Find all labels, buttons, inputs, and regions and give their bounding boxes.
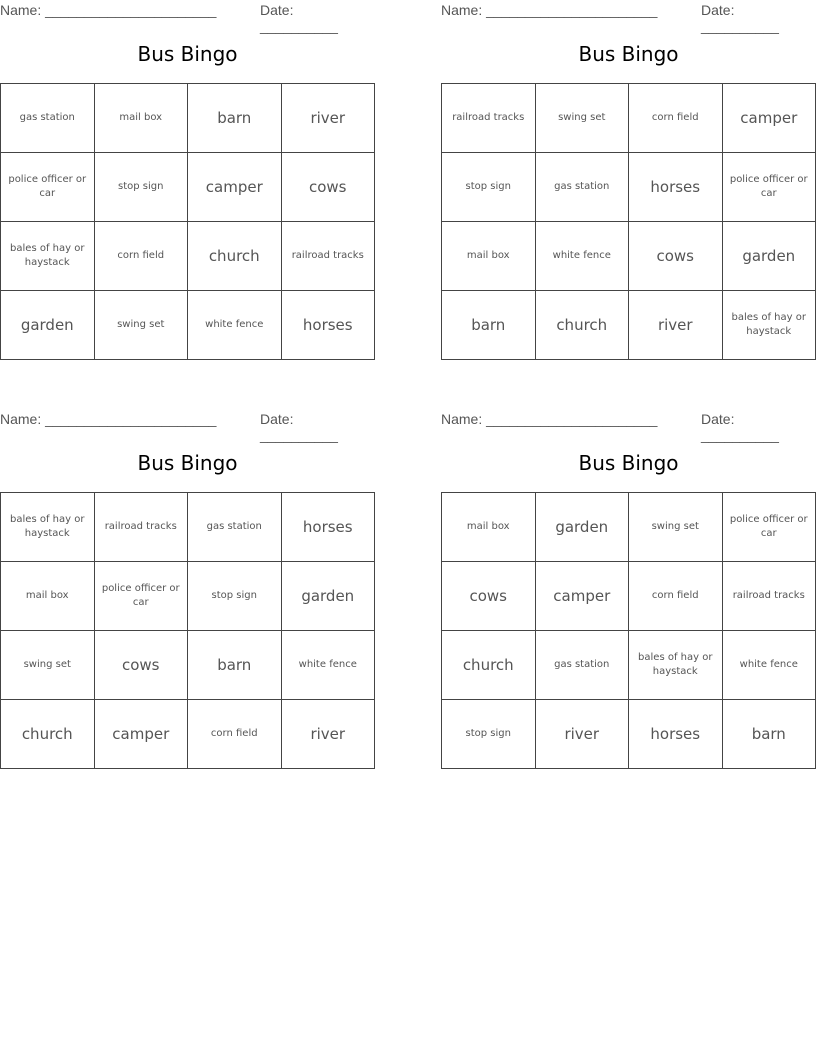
bingo-cell: gas station: [188, 493, 282, 562]
grid-row: [1, 84, 375, 153]
bingo-cell: swing set: [535, 84, 629, 153]
bingo-cell: bales of hay or haystack: [629, 631, 723, 700]
name-date-row: [0, 2, 375, 34]
date-field-label: Date: __________: [260, 411, 338, 443]
grid-row: [442, 222, 816, 291]
bingo-cell: white fence: [281, 631, 375, 700]
bingo-grid: [0, 83, 375, 360]
card-title: Bus Bingo: [137, 42, 238, 66]
bingo-cell: river: [629, 291, 723, 360]
bingo-cell: stop sign: [442, 700, 536, 769]
bingo-cell: police officer or car: [94, 562, 188, 631]
bingo-cell: mail box: [94, 84, 188, 153]
bingo-cell: camper: [722, 84, 816, 153]
bingo-cell: river: [281, 700, 375, 769]
bingo-cell: white fence: [188, 291, 282, 360]
bingo-cell: gas station: [1, 84, 95, 153]
bingo-cell: church: [188, 222, 282, 291]
bingo-cell: barn: [722, 700, 816, 769]
bingo-cell: church: [442, 631, 536, 700]
bingo-cell: corn field: [629, 562, 723, 631]
bingo-cell: stop sign: [442, 153, 536, 222]
bingo-cell: mail box: [442, 493, 536, 562]
bingo-cell: swing set: [94, 291, 188, 360]
bingo-cell: bales of hay or haystack: [722, 291, 816, 360]
name-date-row: [441, 411, 816, 443]
date-field-label: Date: __________: [260, 2, 338, 34]
bingo-cell: cows: [442, 562, 536, 631]
grid-row: [1, 291, 375, 360]
bingo-cell: swing set: [1, 631, 95, 700]
bingo-cell: stop sign: [94, 153, 188, 222]
bingo-cell: church: [1, 700, 95, 769]
bingo-card-4: [441, 409, 816, 774]
name-date-row: [441, 2, 816, 34]
grid-row: [442, 493, 816, 562]
bingo-cell: mail box: [1, 562, 95, 631]
bingo-cell: stop sign: [188, 562, 282, 631]
bingo-cell: horses: [281, 493, 375, 562]
grid-row: [442, 700, 816, 769]
name-date-row: [0, 411, 375, 443]
bingo-cell: police officer or car: [722, 153, 816, 222]
bingo-cell: corn field: [629, 84, 723, 153]
bingo-cell: garden: [535, 493, 629, 562]
bingo-cell: mail box: [442, 222, 536, 291]
bingo-cell: horses: [629, 153, 723, 222]
grid-row: [442, 84, 816, 153]
name-field-label: Name: ______________________: [441, 411, 658, 427]
bingo-cell: white fence: [722, 631, 816, 700]
date-field-label: Date: __________: [701, 411, 779, 443]
grid-row: [1, 493, 375, 562]
bingo-cell: river: [535, 700, 629, 769]
grid-row: [1, 222, 375, 291]
name-field-label: Name: ______________________: [0, 2, 217, 18]
bingo-grid: [0, 492, 375, 769]
bingo-cell: corn field: [94, 222, 188, 291]
bingo-cell: church: [535, 291, 629, 360]
bingo-card-2: [441, 0, 816, 365]
card-title: Bus Bingo: [578, 42, 679, 66]
bingo-cell: railroad tracks: [94, 493, 188, 562]
bingo-card-3: [0, 409, 375, 774]
grid-row: [1, 562, 375, 631]
bingo-cell: camper: [188, 153, 282, 222]
card-title: Bus Bingo: [137, 451, 238, 475]
bingo-cell: garden: [281, 562, 375, 631]
bingo-cell: cows: [281, 153, 375, 222]
grid-row: [442, 153, 816, 222]
bingo-cell: gas station: [535, 153, 629, 222]
grid-row: [1, 631, 375, 700]
bingo-cell: river: [281, 84, 375, 153]
card-title: Bus Bingo: [578, 451, 679, 475]
bingo-cell: railroad tracks: [722, 562, 816, 631]
grid-row: [442, 291, 816, 360]
grid-row: [1, 153, 375, 222]
bingo-cell: barn: [188, 84, 282, 153]
bingo-cell: garden: [1, 291, 95, 360]
bingo-cell: police officer or car: [1, 153, 95, 222]
bingo-cell: garden: [722, 222, 816, 291]
bingo-grid: [441, 83, 816, 360]
bingo-cell: railroad tracks: [281, 222, 375, 291]
grid-row: [442, 631, 816, 700]
bingo-cell: camper: [94, 700, 188, 769]
name-field-label: Name: ______________________: [441, 2, 658, 18]
bingo-cell: police officer or car: [722, 493, 816, 562]
bingo-cell: horses: [281, 291, 375, 360]
bingo-cell: gas station: [535, 631, 629, 700]
bingo-grid: [441, 492, 816, 769]
bingo-cell: barn: [188, 631, 282, 700]
bingo-cell: cows: [629, 222, 723, 291]
grid-row: [1, 700, 375, 769]
bingo-cell: railroad tracks: [442, 84, 536, 153]
bingo-card-1: [0, 0, 375, 365]
bingo-cell: cows: [94, 631, 188, 700]
bingo-cell: bales of hay or haystack: [1, 222, 95, 291]
name-field-label: Name: ______________________: [0, 411, 217, 427]
bingo-cell: bales of hay or haystack: [1, 493, 95, 562]
bingo-cell: swing set: [629, 493, 723, 562]
date-field-label: Date: __________: [701, 2, 779, 34]
bingo-cell: white fence: [535, 222, 629, 291]
bingo-cell: horses: [629, 700, 723, 769]
bingo-cell: barn: [442, 291, 536, 360]
bingo-cell: corn field: [188, 700, 282, 769]
grid-row: [442, 562, 816, 631]
bingo-cell: camper: [535, 562, 629, 631]
